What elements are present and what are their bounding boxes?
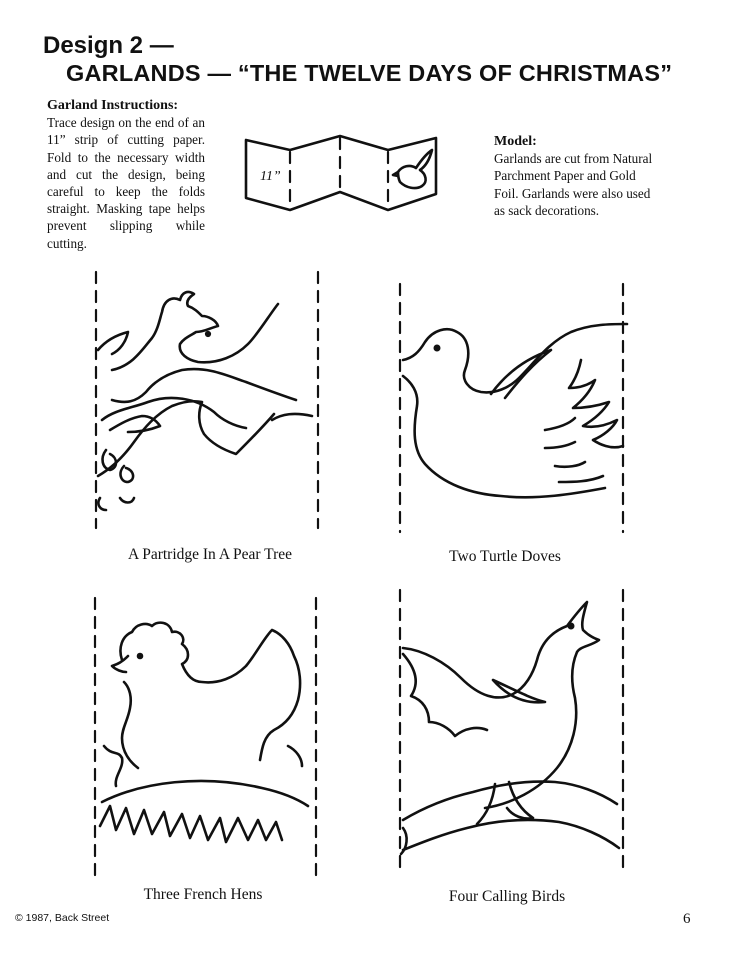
calling-bird-icon — [401, 602, 619, 854]
calling-bird-pattern — [395, 588, 635, 883]
page-title: GARLANDS — “THE TWELVE DAYS OF CHRISTMAS” — [66, 60, 673, 86]
french-hen-pattern — [88, 596, 328, 881]
strip-length-label: 11” — [260, 169, 281, 184]
partridge-pattern — [90, 270, 330, 530]
caption-turtle-doves: Two Turtle Doves — [449, 548, 561, 565]
partridge-icon — [98, 292, 312, 510]
copyright-notice: © 1987, Back Street — [15, 912, 110, 924]
instructions-title: Garland Instructions: — [47, 98, 179, 113]
instructions-body: Trace design on the end of an 11” strip of cutting paper. Fold to the necessary width and cut the design, being careful to keep the folds straight. Masking tape helps prevent slipping while cutting. — [47, 115, 205, 251]
caption-partridge: A Partridge In A Pear Tree — [127, 546, 293, 563]
instructions-block — [47, 97, 205, 252]
model-title: Model: — [494, 134, 537, 149]
dove-motif-icon — [393, 150, 432, 188]
model-block — [494, 133, 656, 219]
turtle-doves-icon — [403, 324, 627, 497]
turtle-doves-pattern — [395, 282, 635, 542]
folded-strip-diagram — [240, 128, 450, 223]
model-body: Garlands are cut from Natural Parchment Paper and Gold Foil. Garlands were also used as sack decorations. — [494, 151, 653, 218]
caption-french-hens: Three French Hens — [143, 886, 263, 903]
page-number: 6 — [683, 911, 691, 927]
design-heading: Design 2 — — [43, 32, 174, 59]
french-hen-icon — [100, 623, 308, 842]
caption-calling-birds: Four Calling Birds — [448, 888, 566, 905]
